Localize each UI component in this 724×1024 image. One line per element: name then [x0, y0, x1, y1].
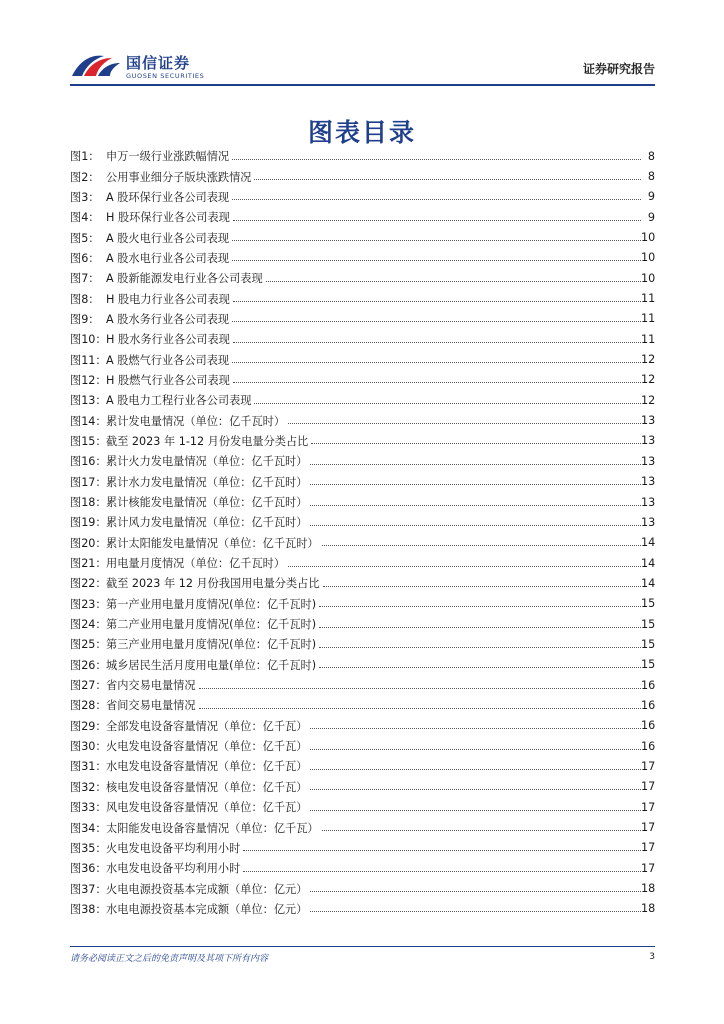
toc-figure-label: 图19： — [70, 516, 107, 530]
toc-figure-title: 申万一级行业涨跌幅情况 — [106, 150, 230, 164]
toc-dot-leader — [310, 517, 641, 526]
toc-page-number: 16 — [641, 678, 656, 692]
toc-figure-title: A 股水电行业各公司表现 — [106, 251, 230, 265]
toc-figure-title: 水电发电设备平均利用小时 — [106, 862, 241, 876]
toc-figure-label: 图28： — [70, 699, 107, 713]
toc-dot-leader — [199, 700, 641, 709]
toc-page-number: 10 — [641, 251, 656, 265]
toc-figure-label: 图13： — [70, 394, 107, 408]
toc-page-number: 12 — [641, 373, 656, 387]
toc-figure-title: 第二产业用电量月度情况(单位：亿千瓦时) — [106, 618, 317, 632]
toc-figure-label: 图4： — [70, 211, 100, 225]
toc-entry[interactable] — [70, 288, 655, 308]
toc-dot-leader — [319, 659, 641, 668]
toc-entry[interactable] — [70, 858, 655, 878]
toc-entry[interactable] — [70, 309, 655, 329]
toc-figure-title: H 股环保行业各公司表现 — [106, 211, 230, 225]
toc-figure-label: 图6： — [70, 251, 100, 265]
toc-figure-title: 截至 2023 年 1-12 月份发电量分类占比 — [106, 434, 309, 448]
toc-dot-leader — [310, 761, 641, 770]
toc-figure-label: 图9： — [70, 312, 100, 326]
toc-page-number: 17 — [641, 861, 656, 875]
toc-page-number: 17 — [641, 759, 656, 773]
guosen-logo — [70, 50, 205, 84]
toc-page-number: 14 — [641, 576, 656, 590]
toc-figure-label: 图33： — [70, 801, 107, 815]
toc-figure-label: 图37： — [70, 882, 107, 896]
toc-figure-title: A 股环保行业各公司表现 — [106, 190, 230, 204]
toc-figure-label: 图23： — [70, 597, 107, 611]
toc-dot-leader — [323, 578, 641, 587]
toc-entry[interactable] — [70, 268, 655, 288]
toc-entry[interactable] — [70, 594, 655, 614]
toc-dot-leader — [322, 822, 641, 831]
toc-dot-leader — [310, 497, 641, 506]
toc-figure-label: 图27： — [70, 679, 107, 693]
toc-figure-title: A 股水务行业各公司表现 — [106, 312, 230, 326]
toc-figure-label: 图7： — [70, 272, 100, 286]
toc-dot-leader — [233, 374, 641, 383]
toc-page-number: 16 — [641, 739, 656, 753]
toc-page-number: 13 — [641, 414, 656, 428]
toc-figure-title: H 股燃气行业各公司表现 — [106, 373, 230, 387]
toc-dot-leader — [288, 558, 641, 567]
toc-entry[interactable] — [70, 716, 655, 736]
report-type-label: 证券研究报告 — [582, 62, 655, 76]
logo-chinese-name: 国信证券 — [126, 54, 191, 72]
toc-dot-leader — [266, 273, 641, 282]
page-title: 图表目录 — [307, 118, 416, 147]
toc-figure-title: 核电发电设备容量情况（单位：亿千瓦） — [106, 780, 308, 794]
toc-dot-leader — [319, 619, 641, 628]
toc-figure-title: 火电电源投资基本完成额（单位：亿元） — [106, 882, 308, 896]
toc-entry[interactable] — [70, 166, 655, 186]
toc-page-number: 13 — [641, 434, 656, 448]
toc-figure-label: 图30： — [70, 740, 107, 754]
toc-figure-title: A 股新能源发电行业各公司表现 — [106, 272, 263, 286]
toc-dot-leader — [254, 395, 641, 404]
toc-figure-label: 图34： — [70, 821, 107, 835]
toc-entry[interactable] — [70, 797, 655, 817]
toc-figure-label: 图36： — [70, 862, 107, 876]
guosen-logo-icon — [70, 50, 122, 82]
toc-figure-label: 图25： — [70, 638, 107, 652]
toc-dot-leader — [310, 883, 641, 892]
toc-dot-leader — [310, 720, 641, 729]
toc-dot-leader — [310, 802, 641, 811]
toc-entry[interactable] — [70, 431, 655, 451]
toc-figure-label: 图21： — [70, 557, 107, 571]
toc-entry[interactable] — [70, 146, 655, 166]
toc-page-number: 11 — [641, 312, 656, 326]
toc-entry[interactable] — [70, 634, 655, 654]
toc-dot-leader — [288, 415, 641, 424]
toc-page-number: 15 — [641, 637, 656, 651]
footer-disclaimer: 请务必阅读正文之后的免责声明及其项下所有内容 — [70, 954, 269, 964]
toc-figure-label: 图17： — [70, 475, 107, 489]
toc-page-number: 10 — [641, 231, 656, 245]
toc-figure-title: 公用事业细分子版块涨跌情况 — [106, 170, 252, 184]
toc-dot-leader — [310, 741, 641, 750]
toc-entry[interactable] — [70, 410, 655, 430]
toc-figure-title: 火电发电设备平均利用小时 — [106, 841, 241, 855]
toc-figure-label: 图20： — [70, 536, 107, 550]
toc-page-number: 9 — [647, 210, 655, 224]
toc-figure-title: 火电发电设备容量情况（单位：亿千瓦） — [106, 740, 308, 754]
toc-figure-label: 图16： — [70, 455, 107, 469]
toc-page-number: 17 — [641, 800, 656, 814]
toc-dot-leader — [254, 171, 641, 180]
toc-figure-title: 风电发电设备容量情况（单位：亿千瓦） — [106, 801, 308, 815]
toc-entry[interactable] — [70, 695, 655, 715]
toc-entry[interactable] — [70, 349, 655, 369]
toc-entry[interactable] — [70, 817, 655, 837]
toc-dot-leader — [199, 680, 641, 689]
toc-dot-leader — [311, 435, 641, 444]
toc-dot-leader — [232, 151, 641, 160]
toc-page-number: 17 — [641, 821, 656, 835]
toc-entry[interactable] — [70, 227, 655, 247]
toc-figure-label: 图35： — [70, 841, 107, 855]
toc-entry[interactable] — [70, 329, 655, 349]
toc-entry[interactable] — [70, 736, 655, 756]
toc-dot-leader — [232, 354, 641, 363]
toc-figure-label: 图10： — [70, 333, 107, 347]
toc-figure-label: 图29： — [70, 719, 107, 733]
toc-figure-title: H 股电力行业各公司表现 — [106, 292, 230, 306]
toc-entry[interactable] — [70, 838, 655, 858]
toc-page-number: 9 — [647, 190, 655, 204]
toc-page-number: 16 — [641, 719, 656, 733]
toc-page-number: 12 — [641, 393, 656, 407]
toc-page-number: 18 — [641, 902, 656, 916]
toc-figure-title: 累计发电量情况（单位：亿千瓦时） — [106, 414, 286, 428]
toc-entry[interactable] — [70, 472, 655, 492]
toc-entry[interactable] — [70, 533, 655, 553]
toc-entry[interactable] — [70, 675, 655, 695]
toc-page-number: 17 — [641, 841, 656, 855]
toc-figure-label: 图12： — [70, 373, 107, 387]
toc-figure-title: H 股水务行业各公司表现 — [106, 333, 230, 347]
figure-toc-list — [70, 146, 655, 919]
toc-page-number: 11 — [641, 292, 656, 306]
toc-figure-title: 省间交易电量情况 — [106, 699, 196, 713]
toc-entry[interactable] — [70, 512, 655, 532]
toc-figure-title: 第一产业用电量月度情况(单位：亿千瓦时) — [106, 597, 317, 611]
toc-dot-leader — [310, 903, 641, 912]
toc-page-number: 14 — [641, 536, 656, 550]
toc-page-number: 16 — [641, 698, 656, 712]
toc-page-number: 14 — [641, 556, 656, 570]
toc-figure-title: 水电电源投资基本完成额（单位：亿元） — [106, 902, 308, 916]
toc-entry[interactable] — [70, 187, 655, 207]
toc-dot-leader — [310, 456, 641, 465]
toc-figure-label: 图8： — [70, 292, 100, 306]
toc-entry[interactable] — [70, 370, 655, 390]
toc-page-number: 8 — [647, 149, 655, 163]
page-number: 3 — [649, 952, 655, 962]
footer-divider — [70, 946, 655, 947]
toc-figure-label: 图15： — [70, 434, 107, 448]
toc-dot-leader — [310, 781, 641, 790]
toc-figure-label: 图32： — [70, 780, 107, 794]
toc-figure-title: 城乡居民生活月度用电量(单位：亿千瓦时) — [106, 658, 317, 672]
toc-figure-label: 图26： — [70, 658, 107, 672]
toc-figure-label: 图18： — [70, 496, 107, 510]
toc-figure-title: A 股火电行业各公司表现 — [106, 231, 230, 245]
toc-page-number: 15 — [641, 617, 656, 631]
toc-entry[interactable] — [70, 573, 655, 593]
toc-page-number: 15 — [641, 658, 656, 672]
toc-entry[interactable] — [70, 451, 655, 471]
header-divider — [70, 84, 655, 86]
toc-figure-title: A 股燃气行业各公司表现 — [106, 353, 230, 367]
toc-figure-title: 累计火力发电量情况（单位：亿千瓦时） — [106, 455, 308, 469]
toc-dot-leader — [319, 598, 641, 607]
toc-page-number: 13 — [641, 454, 656, 468]
toc-page-number: 13 — [641, 515, 656, 529]
toc-dot-leader — [319, 639, 641, 648]
logo-english-name: GUOSEN SECURITIES — [126, 72, 205, 80]
toc-figure-title: A 股电力工程行业各公司表现 — [106, 394, 252, 408]
toc-dot-leader — [232, 313, 641, 322]
toc-dot-leader — [243, 842, 641, 851]
toc-page-number: 10 — [641, 271, 656, 285]
toc-page-number: 17 — [641, 780, 656, 794]
toc-figure-title: 累计核能发电量情况（单位：亿千瓦时） — [106, 496, 308, 510]
toc-figure-label: 图2： — [70, 170, 100, 184]
toc-page-number: 18 — [641, 882, 656, 896]
toc-figure-label: 图38： — [70, 902, 107, 916]
toc-entry[interactable] — [70, 248, 655, 268]
toc-entry[interactable] — [70, 756, 655, 776]
toc-page-number: 8 — [647, 170, 655, 184]
toc-entry[interactable] — [70, 492, 655, 512]
toc-entry[interactable] — [70, 655, 655, 675]
toc-figure-title: 累计风力发电量情况（单位：亿千瓦时） — [106, 516, 308, 530]
toc-figure-title: 第三产业用电量月度情况(单位：亿千瓦时) — [106, 638, 317, 652]
toc-dot-leader — [310, 476, 641, 485]
toc-entry[interactable] — [70, 390, 655, 410]
toc-dot-leader — [233, 212, 641, 221]
toc-figure-label: 图11： — [70, 353, 107, 367]
toc-figure-label: 图22： — [70, 577, 107, 591]
toc-figure-title: 水电发电设备容量情况（单位：亿千瓦） — [106, 760, 308, 774]
toc-figure-title: 截至 2023 年 12 月份我国用电量分类占比 — [106, 577, 320, 591]
toc-figure-title: 全部发电设备容量情况（单位：亿千瓦） — [106, 719, 308, 733]
toc-entry[interactable] — [70, 899, 655, 919]
toc-figure-title: 累计水力发电量情况（单位：亿千瓦时） — [106, 475, 308, 489]
toc-figure-label: 图31： — [70, 760, 107, 774]
toc-figure-title: 省内交易电量情况 — [106, 679, 196, 693]
toc-entry[interactable] — [70, 614, 655, 634]
toc-page-number: 15 — [641, 597, 656, 611]
toc-page-number: 13 — [641, 475, 656, 489]
toc-figure-label: 图14： — [70, 414, 107, 428]
toc-entry[interactable] — [70, 207, 655, 227]
toc-figure-label: 图24： — [70, 618, 107, 632]
toc-entry[interactable] — [70, 878, 655, 898]
toc-dot-leader — [233, 334, 641, 343]
toc-figure-label: 图5： — [70, 231, 100, 245]
toc-figure-title: 太阳能发电设备容量情况（单位：亿千瓦） — [106, 821, 319, 835]
toc-figure-label: 图1： — [70, 150, 100, 164]
toc-page-number: 12 — [641, 353, 656, 367]
toc-figure-label: 图3： — [70, 190, 100, 204]
toc-figure-title: 累计太阳能发电量情况（单位：亿千瓦时） — [106, 536, 319, 550]
toc-dot-leader — [232, 232, 641, 241]
toc-dot-leader — [232, 252, 641, 261]
toc-figure-title: 用电量月度情况（单位：亿千瓦时） — [106, 557, 286, 571]
toc-dot-leader — [322, 537, 641, 546]
toc-page-number: 13 — [641, 495, 656, 509]
toc-entry[interactable] — [70, 777, 655, 797]
page-header — [70, 48, 655, 84]
toc-dot-leader — [232, 191, 641, 200]
toc-page-number: 11 — [641, 332, 656, 346]
toc-dot-leader — [243, 863, 641, 872]
toc-dot-leader — [233, 293, 641, 302]
toc-entry[interactable] — [70, 553, 655, 573]
